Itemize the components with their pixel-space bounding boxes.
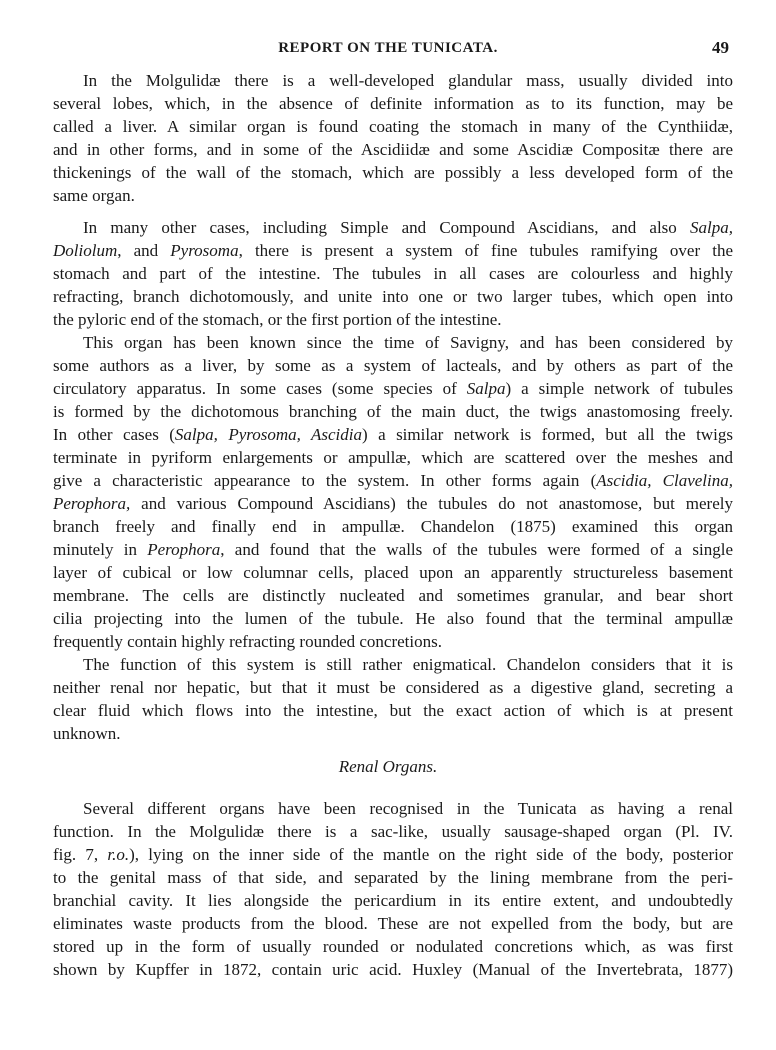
text-segment: stored up in the form of usually rounded or nodulated concretions which, as was first	[53, 937, 733, 956]
text-segment: branchial cavity. It lies alongside the pericardium in its entire extent, and undoubtedly	[53, 891, 733, 910]
text-line	[53, 331, 733, 354]
text-line	[53, 797, 733, 820]
text-line	[53, 69, 733, 92]
text-segment: clear fluid which flows into the intestine, but the exact action of which is at present	[53, 701, 733, 720]
text-line	[53, 469, 733, 492]
text-line	[53, 184, 733, 207]
text-segment: This organ has been known since the time of Savigny, and has been considered by	[83, 333, 733, 352]
text-line	[53, 958, 733, 981]
text-line	[53, 722, 733, 745]
text-line	[53, 262, 733, 285]
text-segment: layer of cubical or low columnar cells, placed upon an apparently structureless basement	[53, 563, 733, 582]
text-line	[53, 515, 733, 538]
text-segment: give a characteristic appearance to the system. In other forms again (	[53, 471, 597, 490]
text-segment: and in other forms, and in some of the Ascidiidæ and some Ascidiæ Compositæ there are	[53, 140, 733, 159]
text-segment: the pyloric end of the stomach, or the first portion of the intestine.	[53, 310, 502, 329]
italic-term: Perophora	[147, 540, 221, 559]
italic-term: Ascidia, Clavelina,	[596, 471, 733, 490]
text-line	[53, 285, 733, 308]
text-segment: In other cases (	[53, 425, 175, 444]
text-segment: some authors as a liver, by some as a system of lacteals, and by others as part of the	[53, 356, 733, 375]
text-segment: refracting, branch dichotomously, and unite into one or two larger tubes, which open into	[53, 287, 733, 306]
running-head	[0, 40, 776, 62]
section-heading: Renal Organs.	[338, 757, 438, 776]
paragraph-tubules	[53, 216, 733, 331]
text-segment: thickenings of the wall of the stomach, which are possibly a less developed form of the	[53, 163, 733, 182]
text-line	[53, 630, 733, 653]
text-line	[53, 866, 733, 889]
text-segment: In many other cases, including Simple and Compound Ascidians, and also	[83, 218, 691, 237]
text-segment: cilia projecting into the lumen of the tubule. He also found that the terminal ampullæ	[53, 609, 733, 628]
text-segment: Several different organs have been recognised in the Tunicata as having a renal	[83, 799, 733, 818]
italic-term: Doliolum	[53, 241, 118, 260]
text-segment: fig. 7,	[53, 845, 108, 864]
text-segment: shown by Kupffer in 1872, contain uric acid. Huxley (Manual of the Invertebrata, 1877)	[53, 960, 733, 979]
text-segment: frequently contain highly refracting rounded concretions.	[53, 632, 442, 651]
italic-term: Pyrosoma	[170, 241, 239, 260]
paragraph-organ-history	[53, 331, 733, 653]
italic-term: Salpa, Pyrosoma, Ascidia	[174, 425, 362, 444]
text-line	[53, 538, 733, 561]
text-segment: , and found that the walls of the tubules were formed of a single	[220, 540, 733, 559]
text-line	[53, 676, 733, 699]
text-line	[53, 354, 733, 377]
text-segment: ), lying on the inner side of the mantle on the right side of the body, posterior	[129, 845, 733, 864]
text-line	[53, 584, 733, 607]
text-segment: and various Compound Ascidians) the tubules do not anastomose, but merely	[130, 494, 733, 513]
text-line	[53, 239, 733, 262]
text-line	[53, 561, 733, 584]
text-line	[53, 308, 733, 331]
text-line	[53, 653, 733, 676]
text-segment: membrane. The cells are distinctly nucleated and sometimes granular, and bear short	[53, 586, 733, 605]
text-segment: minutely in	[53, 540, 148, 559]
paragraph-function	[53, 653, 733, 745]
text-line	[53, 400, 733, 423]
italic-term: Salpa,	[690, 218, 733, 237]
text-segment: , and	[117, 241, 171, 260]
page-number: 49	[712, 38, 729, 57]
text-segment: branch freely and finally end in ampullæ. Chandelon (1875) examined this organ	[53, 517, 733, 536]
text-line	[53, 492, 733, 515]
text-segment: stomach and part of the intestine. The tubules in all cases are colourless and highly	[53, 264, 733, 283]
text-line	[53, 699, 733, 722]
text-segment: neither renal nor hepatic, but that it must be considered as a digestive gland, secreting a	[53, 678, 733, 697]
text-line	[53, 115, 733, 138]
text-segment: The function of this system is still rather enigmatical. Chandelon considers that it is	[83, 655, 733, 674]
running-head-title: REPORT ON THE TUNICATA.	[278, 40, 498, 56]
text-segment: same organ.	[53, 186, 135, 205]
italic-term: r.o.	[107, 845, 130, 864]
text-line	[53, 889, 733, 912]
text-segment: eliminates waste products from the blood. These are not expelled from the body, but are	[53, 914, 733, 933]
text-segment: called a liver. A similar organ is found coating the stomach in many of the Cynthiidæ,	[53, 117, 733, 136]
text-segment: In the Molgulidæ there is a well-developed glandular mass, usually divided into	[83, 71, 733, 90]
paragraph-liver	[53, 69, 733, 207]
text-segment: ) a simple network of tubules	[505, 379, 733, 398]
italic-term: Perophora,	[53, 494, 131, 513]
text-segment: unknown.	[53, 724, 121, 743]
text-line	[53, 92, 733, 115]
text-line	[53, 161, 733, 184]
text-line	[53, 423, 733, 446]
text-segment: ) a similar network is formed, but all the twigs	[362, 425, 733, 444]
text-line	[53, 138, 733, 161]
text-segment: circulatory apparatus. In some cases (some species of	[53, 379, 467, 398]
text-line	[53, 446, 733, 469]
paragraph-renal-organs	[53, 797, 733, 981]
text-segment: to the genital mass of that side, and separated by the lining membrane from the peri-	[53, 868, 733, 887]
text-line	[53, 843, 733, 866]
text-segment: terminate in pyriform enlargements or ampullæ, which are scattered over the meshes and	[53, 448, 733, 467]
italic-term: Salpa	[466, 379, 506, 398]
text-line	[53, 377, 733, 400]
text-line	[53, 820, 733, 843]
text-line	[53, 216, 733, 239]
text-line	[53, 935, 733, 958]
text-segment: function. In the Molgulidæ there is a sac-like, usually sausage-shaped organ (Pl. IV.	[53, 822, 733, 841]
text-line	[53, 912, 733, 935]
text-segment: , there is present a system of fine tubules ramifying over the	[238, 241, 733, 260]
text-segment: several lobes, which, in the absence of definite information as to its function, may be	[53, 94, 733, 113]
text-line	[53, 607, 733, 630]
text-segment: is formed by the dichotomous branching of the main duct, the twigs anastomosing freely.	[53, 402, 733, 421]
